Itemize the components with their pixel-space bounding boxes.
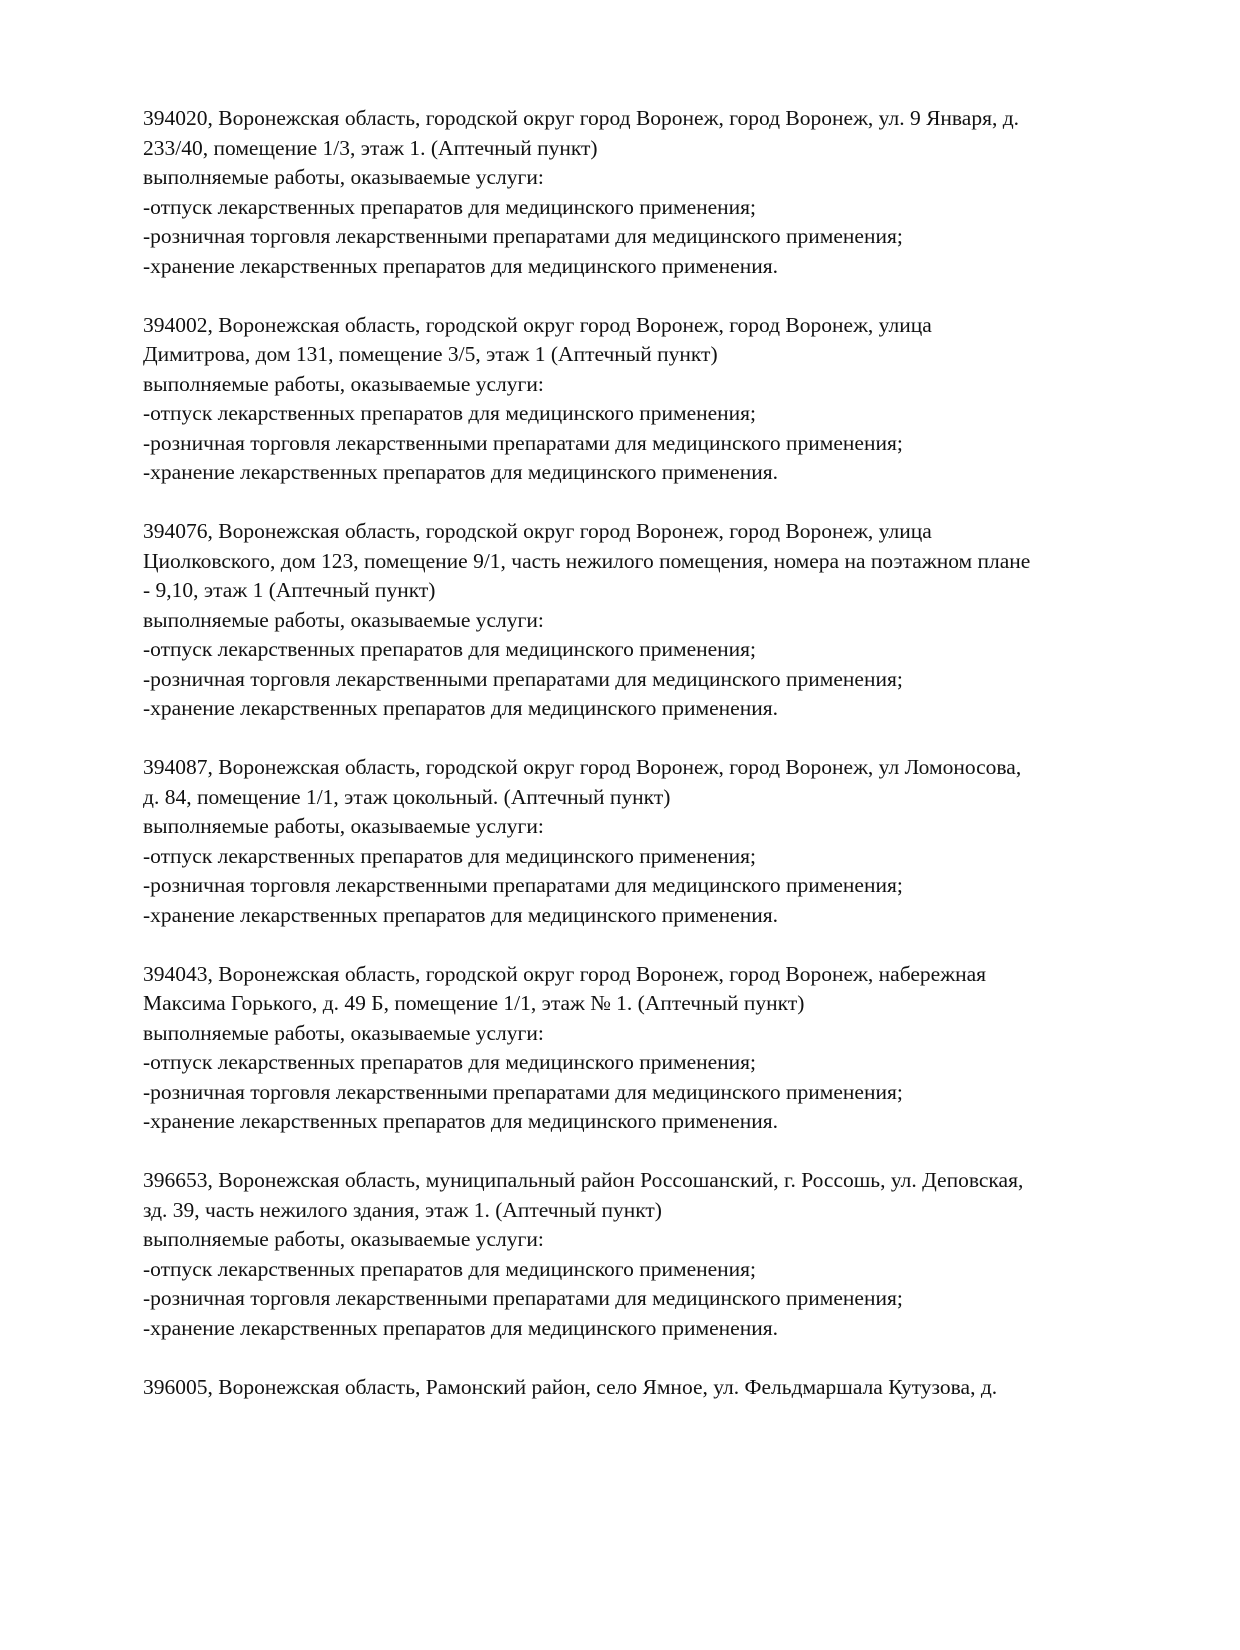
services-heading: выполняемые работы, оказываемые услуги: — [143, 1227, 544, 1251]
address-line: 394043, Воронежская область, городской округ город Воронеж, город Воронеж, набережная — [143, 961, 987, 986]
service-item: -хранение лекарственных препаратов для медицинского применения. — [143, 460, 778, 484]
address-line: 396005, Воронежская область, Рамонский район, село Ямное, ул. Фельдмаршала Кутузова, д. — [143, 1374, 998, 1399]
service-item: -хранение лекарственных препаратов для медицинского применения. — [143, 1109, 778, 1133]
address-line: Димитрова, дом 131, помещение 3/5, этаж 1 (Аптечный пункт) — [143, 342, 718, 366]
service-item: -отпуск лекарственных препаратов для медицинского применения; — [143, 194, 757, 219]
service-item: -отпуск лекарственных препаратов для медицинского применения; — [143, 1256, 757, 1281]
address-line: 396653, Воронежская область, муниципальный район Россошанский, г. Россошь, ул. Деповская, — [143, 1168, 1024, 1192]
service-item: -отпуск лекарственных препаратов для медицинского применения; — [143, 843, 757, 868]
address-line: Циолковского, дом 123, помещение 9/1, часть нежилого помещения, номера на поэтажном плане — [143, 548, 1031, 573]
address-block-3 — [143, 517, 1153, 724]
service-item: -розничная торговля лекарственными препаратами для медицинского применения; — [143, 1286, 903, 1310]
services-heading: выполняемые работы, оказываемые услуги: — [143, 814, 544, 838]
service-item: -отпуск лекарственных препаратов для медицинского применения; — [143, 637, 757, 661]
address-block-5 — [143, 960, 1153, 1137]
service-item: -хранение лекарственных препаратов для медицинского применения. — [143, 902, 778, 927]
address-line: 394002, Воронежская область, городской округ город Воронеж, город Воронеж, улица — [143, 312, 932, 337]
services-heading: выполняемые работы, оказываемые услуги: — [143, 371, 544, 396]
address-block-4 — [143, 753, 1153, 930]
service-item: -хранение лекарственных препаратов для медицинского применения. — [143, 1315, 778, 1340]
address-block-1 — [143, 104, 1153, 281]
services-heading: выполняемые работы, оказываемые услуги: — [143, 1020, 544, 1045]
service-item: -хранение лекарственных препаратов для медицинского применения. — [143, 696, 778, 720]
services-heading: выполняемые работы, оказываемые услуги: — [143, 165, 544, 189]
service-item: -отпуск лекарственных препаратов для медицинского применения; — [143, 401, 757, 425]
service-item: -розничная торговля лекарственными препаратами для медицинского применения; — [143, 430, 903, 455]
address-line: - 9,10, этаж 1 (Аптечный пункт) — [143, 578, 436, 602]
address-block-6 — [143, 1166, 1153, 1343]
address-block-7 — [143, 1373, 1153, 1403]
document-body — [143, 104, 1153, 1432]
service-item: -хранение лекарственных препаратов для медицинского применения. — [143, 253, 778, 278]
service-item: -розничная торговля лекарственными препаратами для медицинского применения; — [143, 1079, 903, 1104]
address-line: 233/40, помещение 1/3, этаж 1. (Аптечный пункт) — [143, 135, 598, 160]
service-item: -розничная торговля лекарственными препаратами для медицинского применения; — [143, 873, 903, 897]
address-line: Максима Горького, д. 49 Б, помещение 1/1, этаж № 1. (Аптечный пункт) — [143, 991, 805, 1015]
address-block-2 — [143, 311, 1153, 488]
address-line: 394087, Воронежская область, городской округ город Воронеж, город Воронеж, ул Ломоносова, — [143, 755, 1022, 779]
services-heading: выполняемые работы, оказываемые услуги: — [143, 607, 544, 632]
address-line: 394020, Воронежская область, городской округ город Воронеж, город Воронеж, ул. 9 Января, д. — [143, 106, 1020, 130]
address-line: д. 84, помещение 1/1, этаж цокольный. (Аптечный пункт) — [143, 784, 671, 809]
service-item: -розничная торговля лекарственными препаратами для медицинского применения; — [143, 224, 903, 248]
address-line: зд. 39, часть нежилого здания, этаж 1. (Аптечный пункт) — [143, 1197, 662, 1222]
service-item: -отпуск лекарственных препаратов для медицинского применения; — [143, 1050, 757, 1074]
service-item: -розничная торговля лекарственными препаратами для медицинского применения; — [143, 666, 903, 691]
address-line: 394076, Воронежская область, городской округ город Воронеж, город Воронеж, улица — [143, 519, 932, 543]
